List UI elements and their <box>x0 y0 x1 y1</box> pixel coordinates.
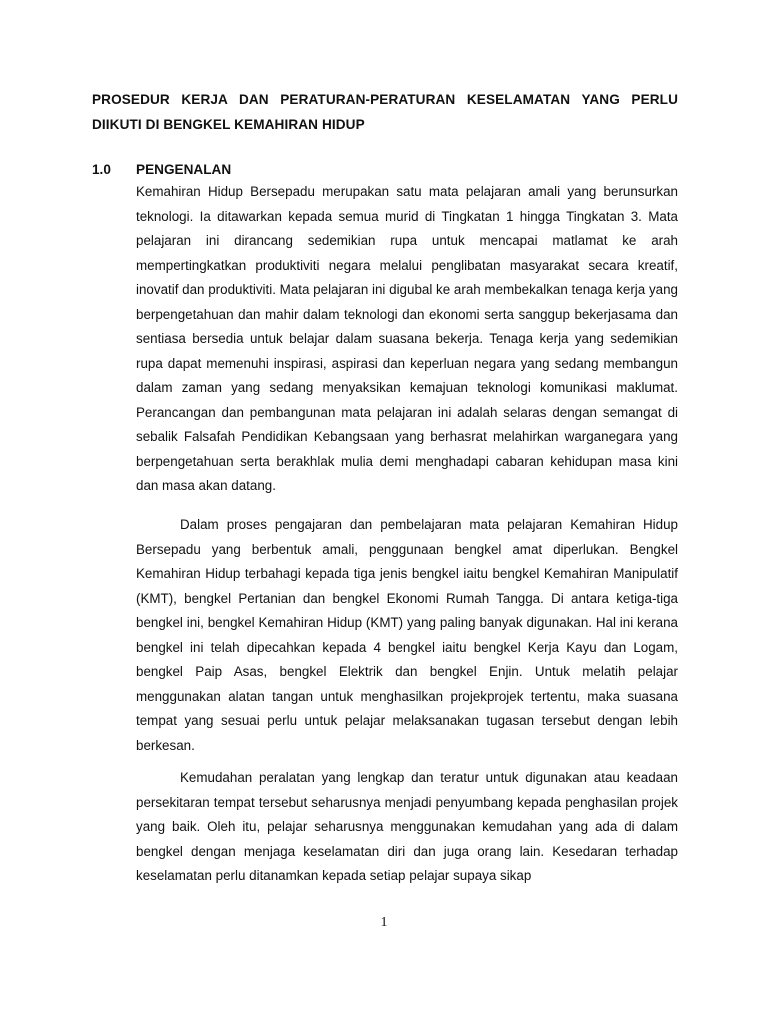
document-title-line-1: PROSEDUR KERJA DAN PERATURAN-PERATURAN KESELAMATAN YANG PERLU <box>92 92 678 107</box>
paragraph-workshop-types: Dalam proses pengajaran dan pembelajaran mata pelajaran Kemahiran Hidup Bersepadu yang berbentuk amali, penggunaan bengkel amat diperlukan. Bengkel Kemahiran Hidup terbahagi kepada tiga jenis bengkel iaitu bengkel Kemahiran Manipulatif (KMT), bengkel Pertanian dan bengkel Ekonomi Rumah Tangga. Di antara ketiga-tiga bengkel ini, bengkel Kemahiran Hidup (KMT) yang paling banyak digunakan. Hal ini kerana bengkel ini telah dipecahkan kepada 4 bengkel iaitu bengkel Kerja Kayu dan Logam, bengkel Paip Asas, bengkel Elektrik dan bengkel Enjin. Untuk melatih pelajar menggunakan alatan tangan untuk menghasilkan projekprojek tertentu, maka suasana tempat yang sesuai perlu untuk pelajar melaksanakan tugasan tersebut dengan lebih berkesan. <box>136 517 678 753</box>
paragraph-introduction: Kemahiran Hidup Bersepadu merupakan satu mata pelajaran amali yang berunsurkan teknologi. Ia ditawarkan kepada semua murid di Tingkatan 1 hingga Tingkatan 3. Mata pelajaran ini dirancang sedemikian rupa untuk mencapai matlamat ke arah mempertingkatkan produktiviti negara melalui penglibatan masyarakat secara kreatif, inovatif dan produktiviti. Mata pelajaran ini digubal ke arah membekalkan tenaga kerja yang berpengetahuan dan mahir dalam teknologi dan ekonomi serta sanggup bekerjasama dan sentiasa bersedia untuk belajar dalam suasana bekerja. Tenaga kerja yang sedemikian rupa dapat memenuhi inspirasi, aspirasi dan keperluan negara yang sedang membangun dalam zaman yang sedang menyaksikan kemajuan teknologi komunikasi maklumat. Perancangan dan pembangunan mata pelajaran ini adalah selaras dengan semangat di sebalik Falsafah Pendidikan Kebangsaan yang berhasrat melahirkan warganegara yang berpengetahuan serta berakhlak mulia demi menghadapi cabaran kehidupan masa kini dan masa akan datang. <box>136 184 678 493</box>
section-heading: PENGENALAN <box>136 162 232 177</box>
document-title-line-2: DIIKUTI DI BENGKEL KEMAHIRAN HIDUP <box>92 116 365 132</box>
page-number: 1 <box>380 915 388 930</box>
section-number: 1.0 <box>92 162 111 177</box>
document-title <box>92 88 678 137</box>
paragraph-safety-awareness: Kemudahan peralatan yang lengkap dan teratur untuk digunakan atau keadaan persekitaran tempat tersebut seharusnya menjadi penyumbang kepada penghasilan projek yang baik. Oleh itu, pelajar seharusnya menggunakan kemudahan yang ada di dalam bengkel dengan menjaga keselamatan diri dan juga orang lain. Kesedaran terhadap keselamatan perlu ditanamkan kepada setiap pelajar supaya sikap <box>136 770 678 883</box>
